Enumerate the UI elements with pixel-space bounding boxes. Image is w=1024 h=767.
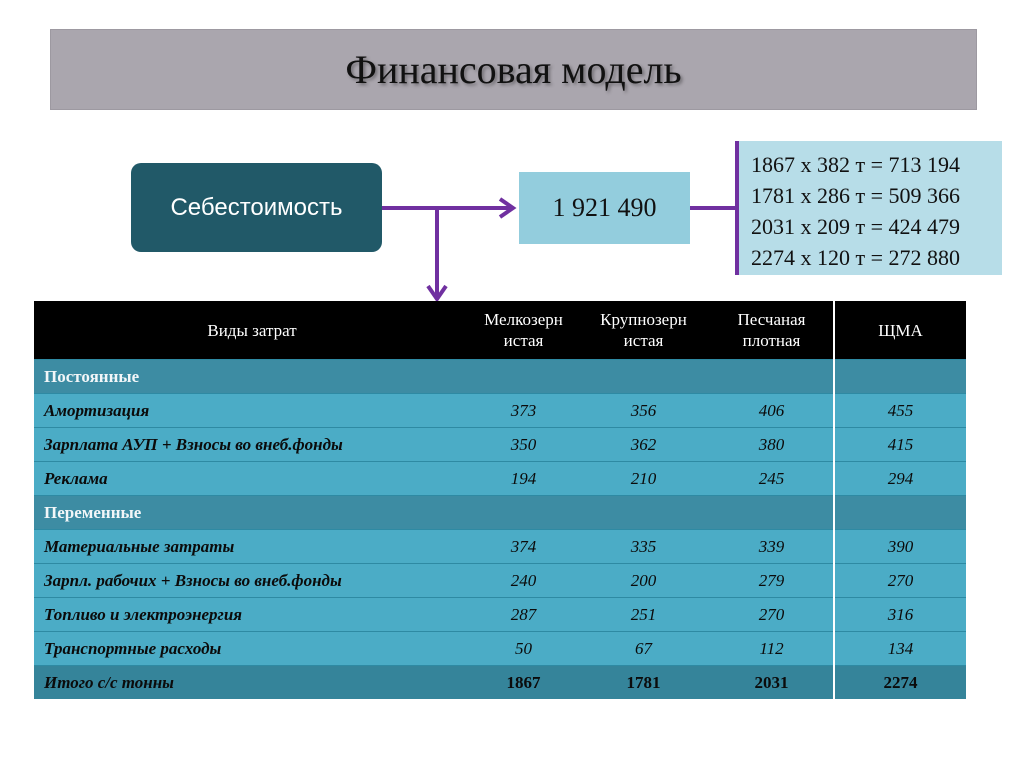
calc-line: 2274 х 120 т = 272 880 (751, 245, 961, 270)
calc-line: 2031 х 209 т = 424 479 (751, 214, 961, 239)
table-cell: 270 (710, 598, 834, 632)
table-row (34, 632, 966, 666)
table-cell (834, 360, 966, 394)
table-header-row (34, 301, 966, 360)
row-label: Зарплата АУП + Взносы во внеб.фонды (34, 428, 470, 462)
calc-line: 1867 х 382 т = 713 194 (751, 152, 961, 177)
table-cell: 350 (470, 428, 577, 462)
table-cell: 67 (577, 632, 710, 666)
header-fine-grain: Мелкозерн истая (470, 301, 577, 360)
calculation-box (735, 141, 1002, 275)
calc-line: 1781 х 286 т = 509 366 (751, 183, 961, 208)
table-cell: 335 (577, 530, 710, 564)
table-cell: 240 (470, 564, 577, 598)
row-label: Материальные затраты (34, 530, 470, 564)
table-cell: 50 (470, 632, 577, 666)
table-cell: 279 (710, 564, 834, 598)
table-cell: 245 (710, 462, 834, 496)
row-label: Реклама (34, 462, 470, 496)
group-label-variable: Переменные (34, 496, 834, 530)
table-cell: 373 (470, 394, 577, 428)
table-cell: 294 (834, 462, 966, 496)
table-cell: 362 (577, 428, 710, 462)
total-cell: 1867 (470, 666, 577, 700)
total-label: Итого с/с тонны (34, 666, 470, 700)
table-group-row (34, 496, 966, 530)
table-row (34, 428, 966, 462)
row-label: Амортизация (34, 394, 470, 428)
table-total-row (34, 666, 966, 700)
table-cell: 406 (710, 394, 834, 428)
group-label-fixed: Постоянные (34, 360, 834, 394)
header-sandy-dense: Песчаная плотная (710, 301, 834, 360)
cost-table (34, 301, 966, 699)
table-cell: 134 (834, 632, 966, 666)
slide-title: Финансовая модель (345, 47, 682, 92)
table-row (34, 598, 966, 632)
table-row (34, 462, 966, 496)
cost-box-label: Себестоимость (170, 193, 343, 221)
table-cell: 112 (710, 632, 834, 666)
row-label: Транспортные расходы (34, 632, 470, 666)
table-cell: 415 (834, 428, 966, 462)
row-label: Топливо и электроэнергия (34, 598, 470, 632)
row-label: Зарпл. рабочих + Взносы во внеб.фонды (34, 564, 470, 598)
total-cost-value: 1 921 490 (552, 193, 657, 222)
header-shma: ЩМА (834, 301, 966, 360)
table-cell: 339 (710, 530, 834, 564)
table-cell: 287 (470, 598, 577, 632)
total-cell: 1781 (577, 666, 710, 700)
table-row (34, 530, 966, 564)
table-cell: 390 (834, 530, 966, 564)
total-cell: 2274 (834, 666, 966, 700)
table-cell: 455 (834, 394, 966, 428)
total-cost-box (519, 172, 690, 244)
table-cell: 251 (577, 598, 710, 632)
table-cell: 270 (834, 564, 966, 598)
table-row (34, 564, 966, 598)
table-cell (834, 496, 966, 530)
table-row (34, 394, 966, 428)
table-cell: 194 (470, 462, 577, 496)
table-cell: 356 (577, 394, 710, 428)
total-cell: 2031 (710, 666, 834, 700)
header-cost-type: Виды затрат (34, 301, 470, 360)
table-group-row (34, 360, 966, 394)
table-cell: 210 (577, 462, 710, 496)
table-cell: 316 (834, 598, 966, 632)
table-cell: 380 (710, 428, 834, 462)
table-cell: 374 (470, 530, 577, 564)
header-coarse-grain: Крупнозерн истая (577, 301, 710, 360)
table-cell: 200 (577, 564, 710, 598)
